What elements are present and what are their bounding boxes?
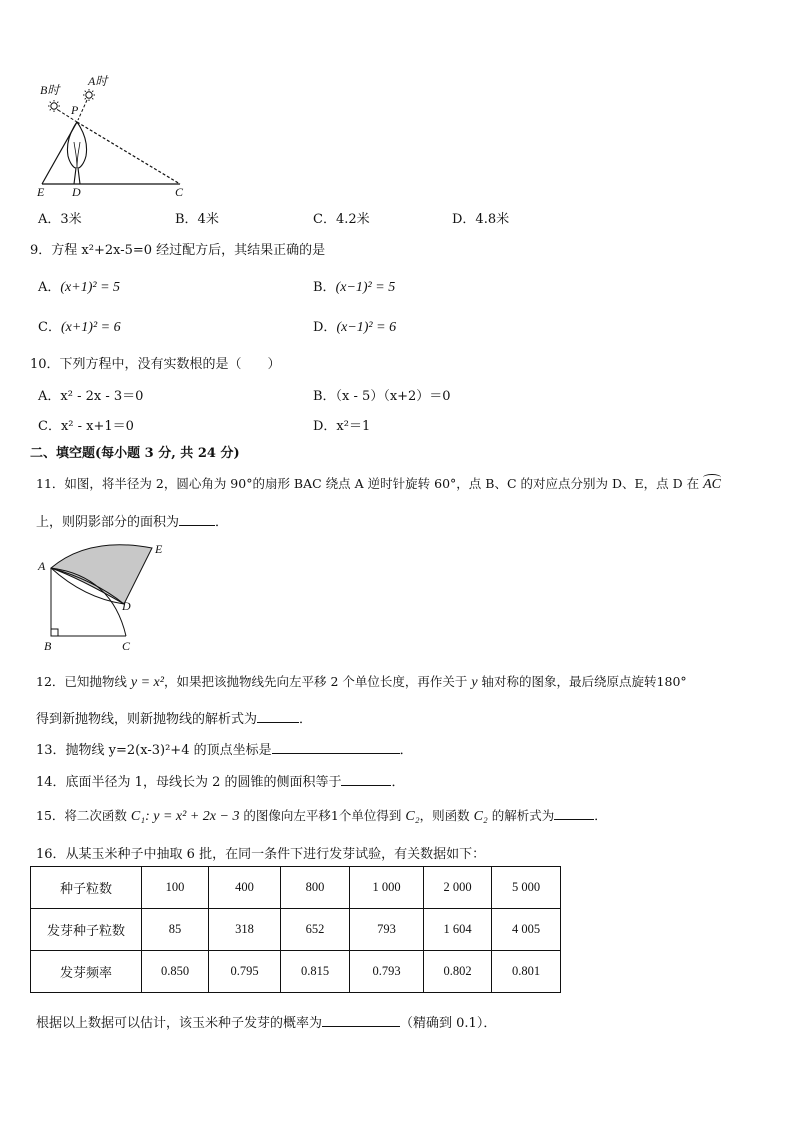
label-c: C [122,639,131,653]
label-e: E [155,542,163,556]
table-cell: 793 [350,909,424,951]
q9-option-b: B．(x−1)² = 5 [313,280,396,295]
table-cell: 318 [209,909,281,951]
answer-blank[interactable] [554,807,594,820]
table-cell: 0.795 [209,951,281,993]
q16-stem: 16．从某玉米种子中抽取 6 批，在同一条件下进行发芽试验，有关数据如下： [36,847,486,862]
q13-line: 13．抛物线 y=2(x-3)²+4 的顶点坐标是 ． [36,743,413,758]
q8-option-d: D．4.8米 [452,212,510,227]
answer-blank[interactable] [179,513,215,526]
shadow-line-c [77,122,180,184]
q10-option-a: A．x² - 2x - 3＝0 [38,389,144,404]
q10-option-d: D．x²＝1 [313,419,371,434]
right-angle-mark [51,629,58,636]
q8-option-b: B．4米 [175,212,219,227]
q9-stem: 9．方程 x²+2x-5=0 经过配方后，其结果正确的是 [30,243,326,258]
arc-mark [703,474,721,481]
answer-blank[interactable] [322,1014,400,1027]
table-cell: 652 [281,909,350,951]
table-cell: 0.793 [350,951,424,993]
q16-conclusion: 根据以上数据可以估计，该玉米种子发芽的概率为 （精确到 0.1）． [36,1016,497,1031]
ray-a [78,100,87,120]
q11-line2: 上，则阴影部分的面积为 ． [36,515,229,530]
tree-icon [67,122,86,184]
table-cell: 1 000 [350,867,424,909]
table-row [31,951,561,993]
label-d: D [72,185,81,199]
q10-stem: 10．下列方程中，没有实数根的是（ ） [30,357,281,372]
q14-line: 14．底面半径为 1，母线长为 2 的圆锥的侧面积等于 ． [36,775,405,790]
label-b-time: B时 [40,83,60,97]
table-cell: 1 604 [424,909,492,951]
label-b: B [44,639,52,653]
q10-option-c: C．x² - x+1＝0 [38,419,134,434]
q11-line1: 11．如图，将半径为 2，圆心角为 90°的扇形 BAC 绕点 A 逆时针旋转 60°，点 B、C 的对应点分别为 D、E，点 D 在 AC [36,476,721,492]
table-cell: 4 005 [492,909,561,951]
answer-blank[interactable] [272,741,400,754]
table-cell: 100 [142,867,209,909]
section-title: 二、填空题(每小题 3 分, 共 24 分) [30,446,240,461]
table-cell: 800 [281,867,350,909]
q8-option-a: A．3米 [38,212,82,227]
answer-blank[interactable] [341,773,391,786]
q9-option-a: A．(x+1)² = 5 [38,280,121,295]
q8-option-c: C．4.2米 [313,212,370,227]
label-p: P [71,103,79,117]
label-e: E [37,185,45,199]
table-cell: 0.801 [492,951,561,993]
table-cell: 种子粒数 [31,867,142,909]
label-c: C [175,185,184,199]
q12-line2: 得到新抛物线，则新抛物线的解析式为 ． [36,712,313,727]
answer-blank[interactable] [257,710,299,723]
q15-line: 15．将二次函数 C₁: y = x² + 2x − 3 的图像向左平移1个单位得到 C₂，则函数 C₂ 的解析式为 ． [36,808,607,824]
table-cell: 0.850 [142,951,209,993]
table-row [31,909,561,951]
table-cell: 发芽种子粒数 [31,909,142,951]
table-cell: 发芽频率 [31,951,142,993]
table-cell: 400 [209,867,281,909]
shaded-region [51,545,152,604]
label-a: A [38,559,46,573]
q11-figure [34,536,174,656]
label-d: D [122,599,131,613]
table-cell: 0.815 [281,951,350,993]
q8-figure [30,72,200,202]
label-a-time: A时 [88,74,108,88]
table-row [31,867,561,909]
table-cell: 0.802 [424,951,492,993]
q10-option-b: B．（x - 5）（x+2）＝0 [313,389,451,404]
table-cell: 85 [142,909,209,951]
table-cell: 5 000 [492,867,561,909]
q9-option-d: D．(x−1)² = 6 [313,320,397,335]
germination-table [30,866,561,993]
sun-icon-a [83,89,95,101]
q9-option-c: C．(x+1)² = 6 [38,320,121,335]
q12-line1: 12．已知抛物线 y = x²，如果把该抛物线先向左平移 2 个单位长度，再作关于 y 轴对称的图象，最后绕原点旋转180° [36,674,687,690]
table-cell: 2 000 [424,867,492,909]
